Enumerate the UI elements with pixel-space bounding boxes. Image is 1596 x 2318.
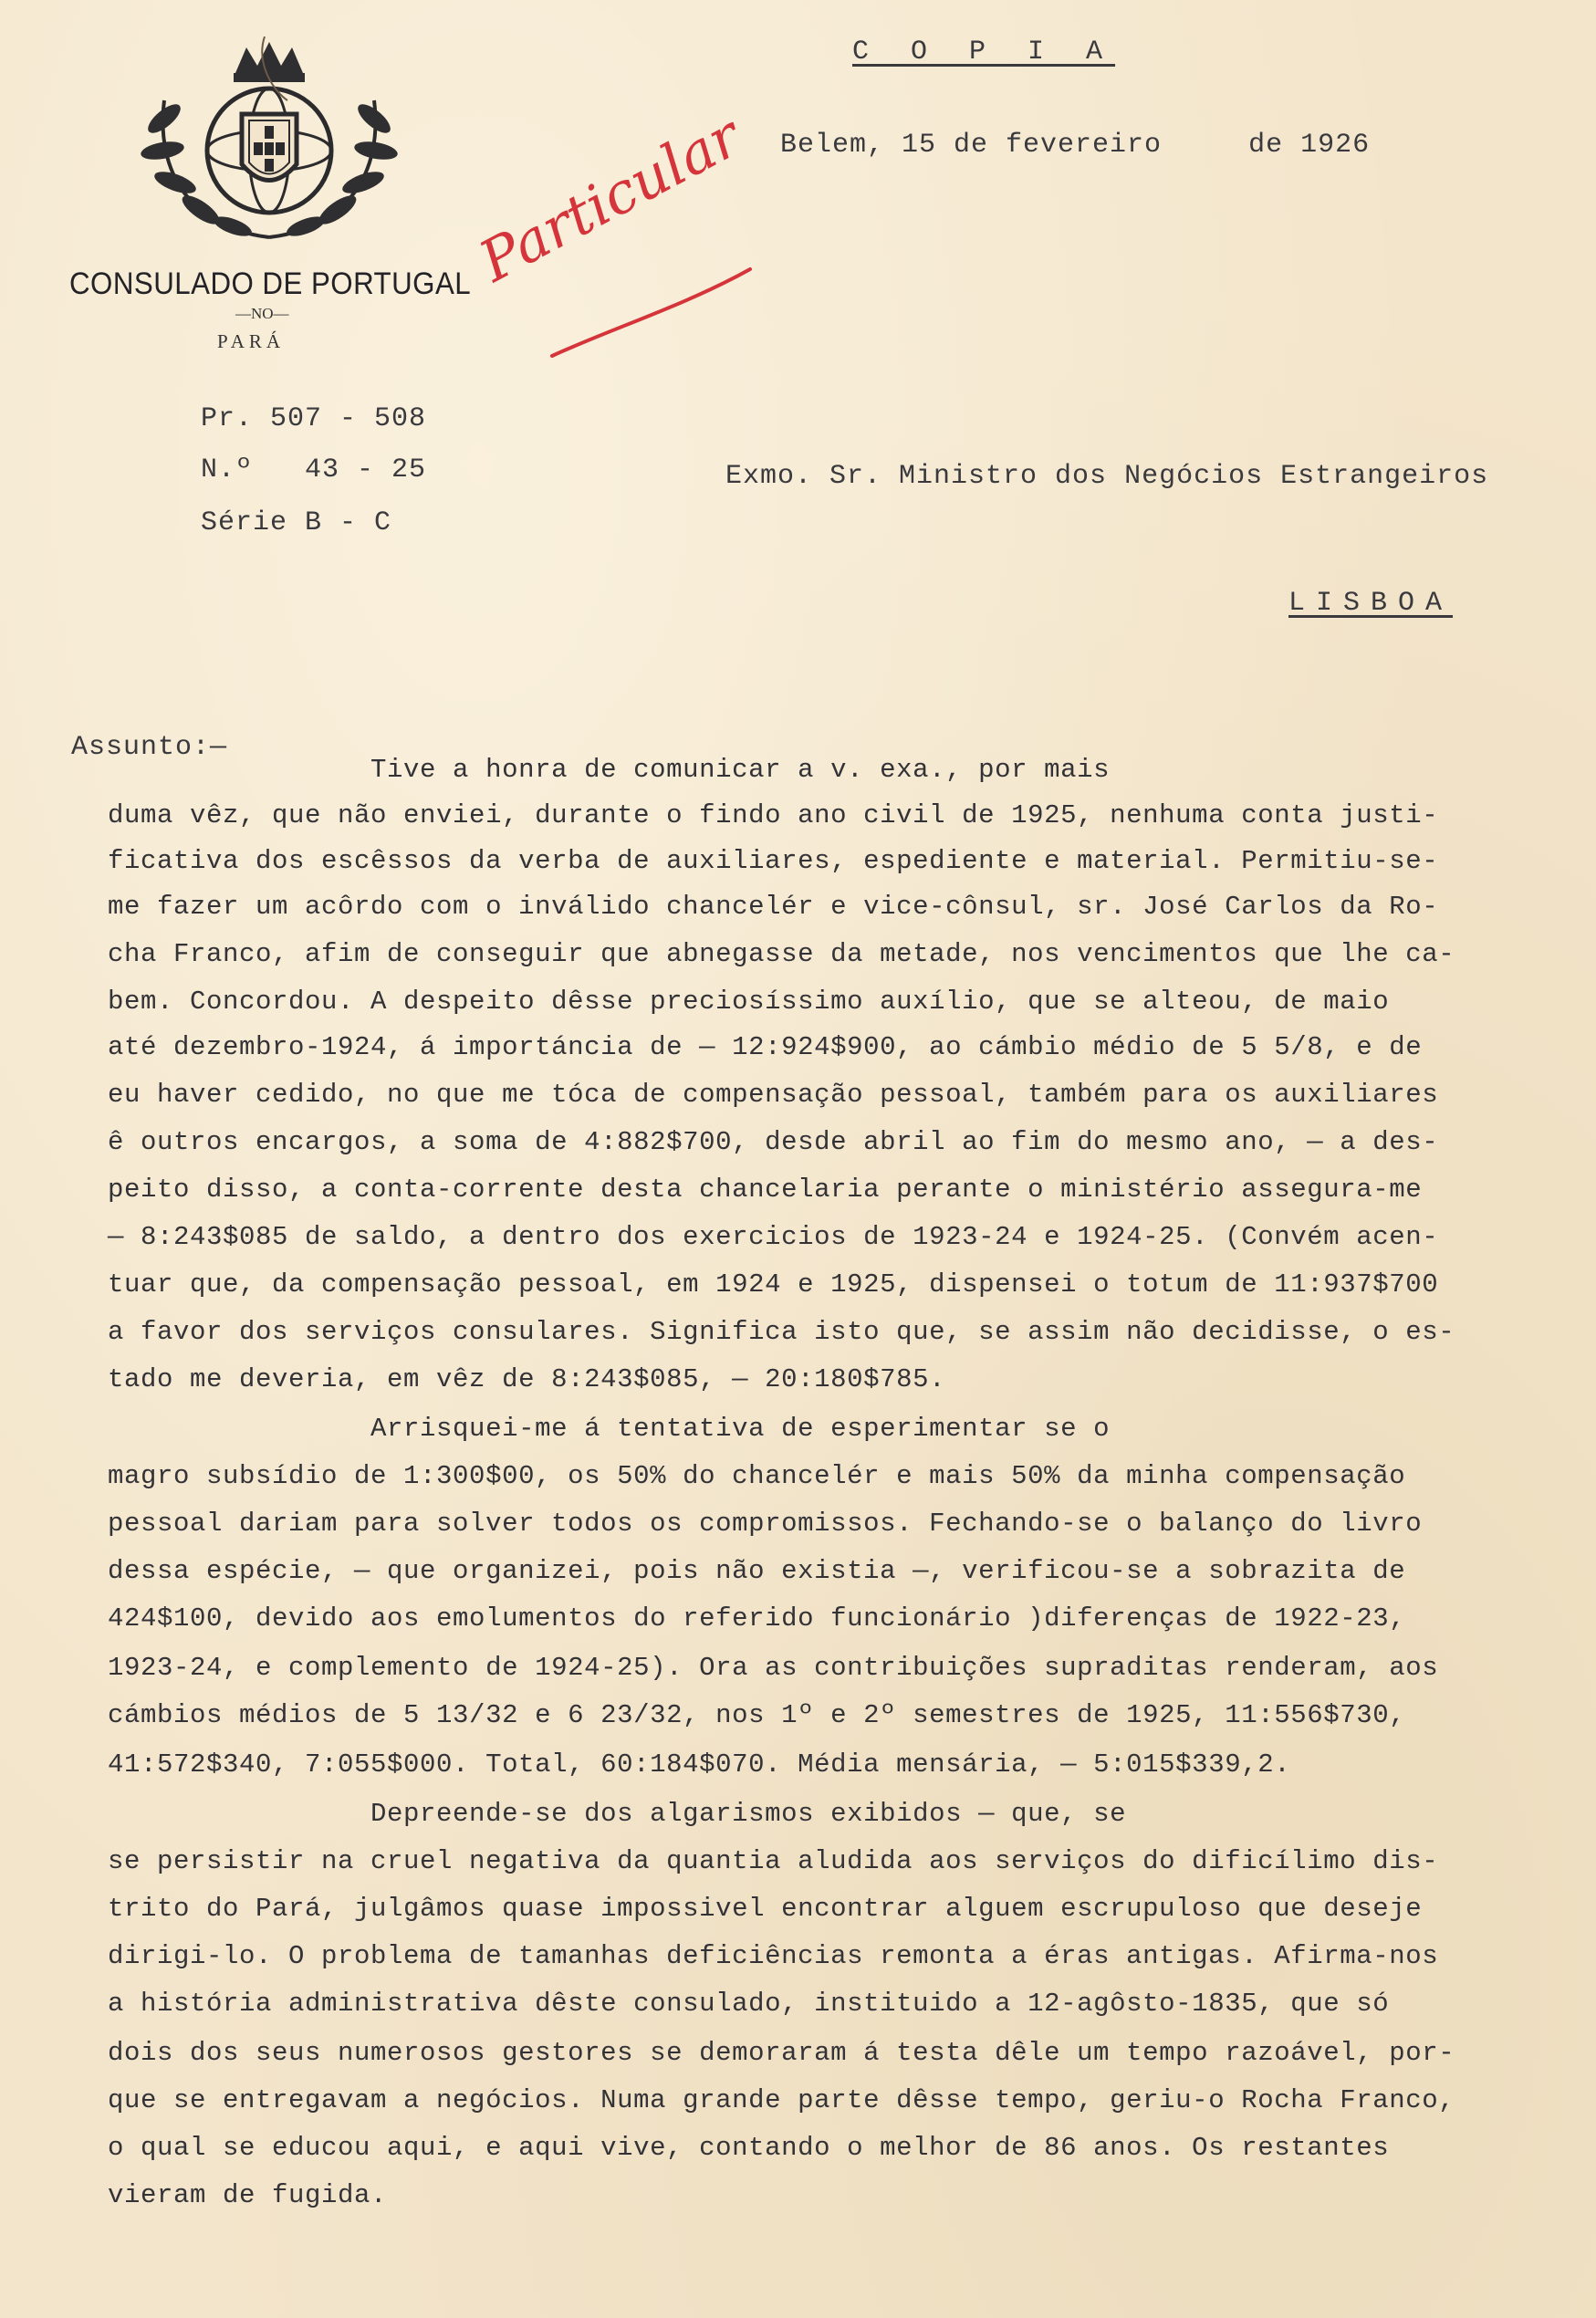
body-line: Tive a honra de comunicar a v. exa., por mais bbox=[108, 755, 1111, 785]
body-line: 424$100, devido aos emolumentos do referido funcionário )diferenças de 1922-23, bbox=[108, 1603, 1406, 1634]
body-line: tuar que, da compensação pessoal, em 1924 e 1925, dispensei o totum de 11:937$700 bbox=[108, 1269, 1439, 1300]
coat-of-arms-emblem bbox=[128, 37, 411, 256]
body-line: a história administrativa dêste consulado, instituido a 12-agôsto-1835, que só bbox=[108, 1989, 1390, 2019]
ref-number: N.º 43 - 25 bbox=[201, 454, 427, 486]
consulate-name: CONSULADO DE PORTUGAL bbox=[69, 266, 472, 301]
body-line: eu haver cedido, no que me tóca de compensação pessoal, também para os auxiliares bbox=[108, 1080, 1439, 1110]
body-line: dois dos seus numerosos gestores se demoraram á testa dêle um tempo razoável, por- bbox=[108, 2038, 1455, 2068]
body-line: até dezembro-1924, á importáncia de — 12:924$900, ao cámbio médio de 5 5/8, e de bbox=[108, 1032, 1423, 1062]
body-line: se persistir na cruel negativa da quantia aludida aos serviços do dificílimo dis- bbox=[108, 1846, 1439, 1876]
body-line: ê outros encargos, a soma de 4:882$700, desde abril ao fim do mesmo ano, — a des- bbox=[108, 1127, 1439, 1157]
ref-serie: Série B - C bbox=[201, 507, 392, 538]
body-line: a favor dos serviços consulares. Significa isto que, se assim não decidisse, o es- bbox=[108, 1317, 1455, 1347]
body-line: 1923-24, e complemento de 1924-25). Ora as contribuições supraditas renderam, aos bbox=[108, 1653, 1439, 1683]
body-line: Arrisquei-me á tentativa de esperimentar se o bbox=[108, 1414, 1111, 1444]
body-line: peito disso, a conta-corrente desta chancelaria perante o ministério assegura-me bbox=[108, 1175, 1423, 1205]
red-underline-stroke bbox=[548, 265, 757, 365]
body-line: 41:572$340, 7:055$000. Total, 60:184$070. Média mensária, — 5:015$339,2. bbox=[108, 1749, 1291, 1780]
body-line: pessoal dariam para solver todos os compromissos. Fechando-se o balanço do livro bbox=[108, 1509, 1423, 1539]
consulate-no: —NO— bbox=[235, 305, 289, 322]
body-line: dessa espécie, — que organizei, pois não existia —, verificou-se a sobrazita de bbox=[108, 1556, 1406, 1586]
subject-label: Assunto:— bbox=[71, 732, 228, 763]
ref-pr: Pr. 507 - 508 bbox=[201, 403, 427, 434]
body-line: bem. Concordou. A despeito dêsse preciosíssimo auxílio, que se alteou, de maio bbox=[108, 987, 1390, 1017]
body-line: Depreende-se dos algarismos exibidos — que, se bbox=[108, 1799, 1127, 1829]
body-line: — 8:243$085 de saldo, a dentro dos exercicios de 1923-24 e 1924-25. (Convém acen- bbox=[108, 1222, 1439, 1252]
body-line: trito do Pará, julgâmos quase impossivel encontrar alguem escrupuloso que deseje bbox=[108, 1894, 1423, 1924]
body-line: vieram de fugida. bbox=[108, 2180, 388, 2210]
addressee-city: LISBOA bbox=[1288, 588, 1454, 619]
body-line: duma vêz, que não enviei, durante o findo ano civil de 1925, nenhuma conta justi- bbox=[108, 800, 1439, 830]
body-line: ficativa dos escêssos da verba de auxiliares, espediente e material. Permitiu-se- bbox=[108, 846, 1439, 876]
body-line: cámbios médios de 5 13/32 e 6 23/32, nos 1º e 2º semestres de 1925, 11:556$730, bbox=[108, 1700, 1406, 1730]
body-line: dirigi-lo. O problema de tamanhas deficiências remonta a éras antigas. Afirma-nos bbox=[108, 1941, 1439, 1971]
consulate-city: PARÁ bbox=[217, 330, 286, 352]
body-line: tado me deveria, em vêz de 8:243$085, — 20:180$785. bbox=[108, 1364, 946, 1394]
body-line: magro subsídio de 1:300$00, os 50% do chancelér e mais 50% da minha compensação bbox=[108, 1461, 1406, 1491]
body-line: que se entregavam a negócios. Numa grande parte dêsse tempo, geriu-o Rocha Franco, bbox=[108, 2085, 1455, 2115]
body-line: cha Franco, afim de conseguir que abnegasse da metade, nos vencimentos que lhe ca- bbox=[108, 939, 1455, 969]
copia-heading: C O P I A bbox=[852, 37, 1116, 68]
addressee-line: Exmo. Sr. Ministro dos Negócios Estrangeiros bbox=[725, 461, 1489, 492]
body-line: o qual se educou aqui, e aqui vive, contando o melhor de 86 anos. Os restantes bbox=[108, 2133, 1390, 2163]
body-line: me fazer um acôrdo com o inválido chancelér e vice-cônsul, sr. José Carlos da Ro- bbox=[108, 892, 1439, 922]
handwritten-particular-note: Particular bbox=[468, 102, 751, 295]
letter-date: Belem, 15 de fevereiro de 1926 bbox=[780, 130, 1371, 161]
